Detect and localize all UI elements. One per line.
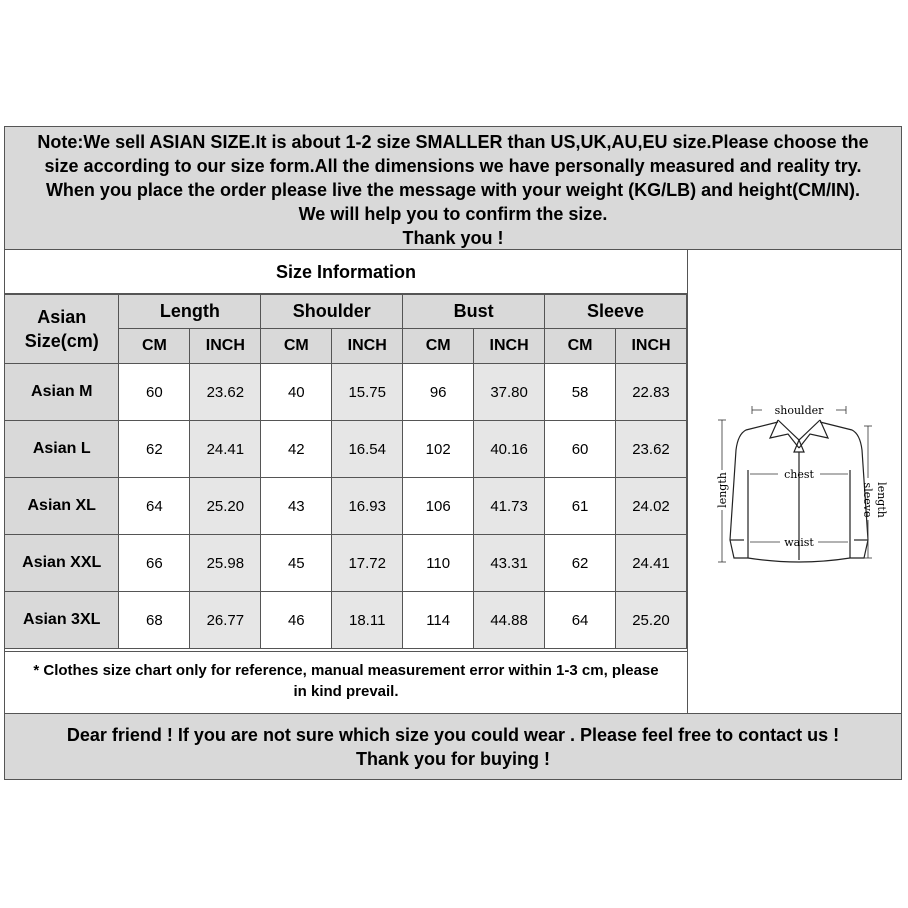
unit-header-cm: CM: [403, 329, 474, 364]
bust-inch: 37.80: [474, 364, 545, 421]
bust-inch: 40.16: [474, 421, 545, 478]
length-cm: 66: [119, 535, 190, 592]
sleeve-length-label: length: [875, 482, 888, 518]
shoulder-cm: 46: [261, 592, 332, 649]
shoulder-inch: 16.54: [332, 421, 403, 478]
unit-header-cm: CM: [261, 329, 332, 364]
bust-cm: 106: [403, 478, 474, 535]
bust-cm: 110: [403, 535, 474, 592]
sleeve-cm: 60: [545, 421, 616, 478]
shoulder-inch: 18.11: [332, 592, 403, 649]
size-label: Asian XL: [5, 478, 119, 535]
length-cm: 64: [119, 478, 190, 535]
unit-header-inch: INCH: [190, 329, 261, 364]
disclaimer: [5, 651, 687, 713]
disclaimer-line: * Clothes size chart only for reference, manual measurement error within 1-3 cm, please: [33, 662, 659, 679]
shoulder-cm: 42: [261, 421, 332, 478]
length-header: Length: [119, 295, 261, 329]
sleeve-inch: 23.62: [616, 421, 687, 478]
table-title: Size Information: [5, 250, 687, 294]
sleeve-inch: 24.02: [616, 478, 687, 535]
size-label: Asian 3XL: [5, 592, 119, 649]
table-row: [5, 478, 687, 535]
size-chart: [4, 126, 902, 780]
note-line: Note:We sell ASIAN SIZE.It is about 1-2 size SMALLER than US,UK,AU,EU size.Please choose the: [37, 132, 869, 152]
asian-size-header-line: Asian: [37, 307, 87, 327]
unit-header-inch: INCH: [474, 329, 545, 364]
table-row: [5, 364, 687, 421]
note-line: size according to our size form.All the dimensions we have personally measured and reality try.: [44, 156, 862, 176]
footer-banner: [5, 713, 901, 779]
size-label: Asian L: [5, 421, 119, 478]
size-table: [5, 294, 687, 649]
sleeve-cm: 58: [545, 364, 616, 421]
shoulder-cm: 43: [261, 478, 332, 535]
bust-cm: 102: [403, 421, 474, 478]
sleeve-label: sleeve: [861, 482, 874, 518]
unit-header-inch: INCH: [616, 329, 687, 364]
length-inch: 25.20: [190, 478, 261, 535]
asian-size-header: [5, 295, 119, 364]
note-line: When you place the order please live the message with your weight (KG/LB) and height(CM/IN).: [45, 180, 861, 200]
shoulder-inch: 16.93: [332, 478, 403, 535]
disclaimer-line: in kind prevail.: [293, 683, 399, 700]
length-cm: 60: [119, 364, 190, 421]
length-inch: 23.62: [190, 364, 261, 421]
table-row: [5, 535, 687, 592]
bust-cm: 114: [403, 592, 474, 649]
table-row: [5, 421, 687, 478]
footer-line: Thank you for buying !: [356, 749, 550, 769]
shoulder-label: shoulder: [774, 404, 824, 417]
length-cm: 68: [119, 592, 190, 649]
shoulder-cm: 40: [261, 364, 332, 421]
sleeve-cm: 64: [545, 592, 616, 649]
shoulder-inch: 17.72: [332, 535, 403, 592]
sleeve-inch: 24.41: [616, 535, 687, 592]
waist-label: waist: [784, 536, 814, 549]
shoulder-cm: 45: [261, 535, 332, 592]
bust-header: Bust: [403, 295, 545, 329]
bust-inch: 44.88: [474, 592, 545, 649]
bust-cm: 96: [403, 364, 474, 421]
table-row: [5, 592, 687, 649]
sleeve-inch: 22.83: [616, 364, 687, 421]
size-label: Asian M: [5, 364, 119, 421]
shoulder-inch: 15.75: [332, 364, 403, 421]
sleeve-inch: 25.20: [616, 592, 687, 649]
note-line: We will help you to confirm the size.: [298, 204, 608, 224]
footer-line: Dear friend ! If you are not sure which size you could wear . Please feel free to contact us !: [66, 725, 840, 745]
note-line: Thank you !: [402, 228, 504, 248]
size-table-panel: [5, 250, 688, 713]
length-inch: 26.77: [190, 592, 261, 649]
unit-header-cm: CM: [545, 329, 616, 364]
size-label: Asian XXL: [5, 535, 119, 592]
length-inch: 24.41: [190, 421, 261, 478]
length-inch: 25.98: [190, 535, 261, 592]
length-label: length: [716, 472, 729, 508]
sleeve-cm: 61: [545, 478, 616, 535]
shirt-diagram: [708, 390, 890, 590]
chest-label: chest: [784, 468, 814, 481]
unit-header-cm: CM: [119, 329, 190, 364]
note-banner: [5, 127, 901, 250]
length-cm: 62: [119, 421, 190, 478]
asian-size-header-line: Size(cm): [24, 331, 99, 351]
measurement-diagram-panel: [688, 250, 901, 713]
unit-header-inch: INCH: [332, 329, 403, 364]
sleeve-header: Sleeve: [545, 295, 687, 329]
shoulder-header: Shoulder: [261, 295, 403, 329]
sleeve-cm: 62: [545, 535, 616, 592]
bust-inch: 41.73: [474, 478, 545, 535]
bust-inch: 43.31: [474, 535, 545, 592]
